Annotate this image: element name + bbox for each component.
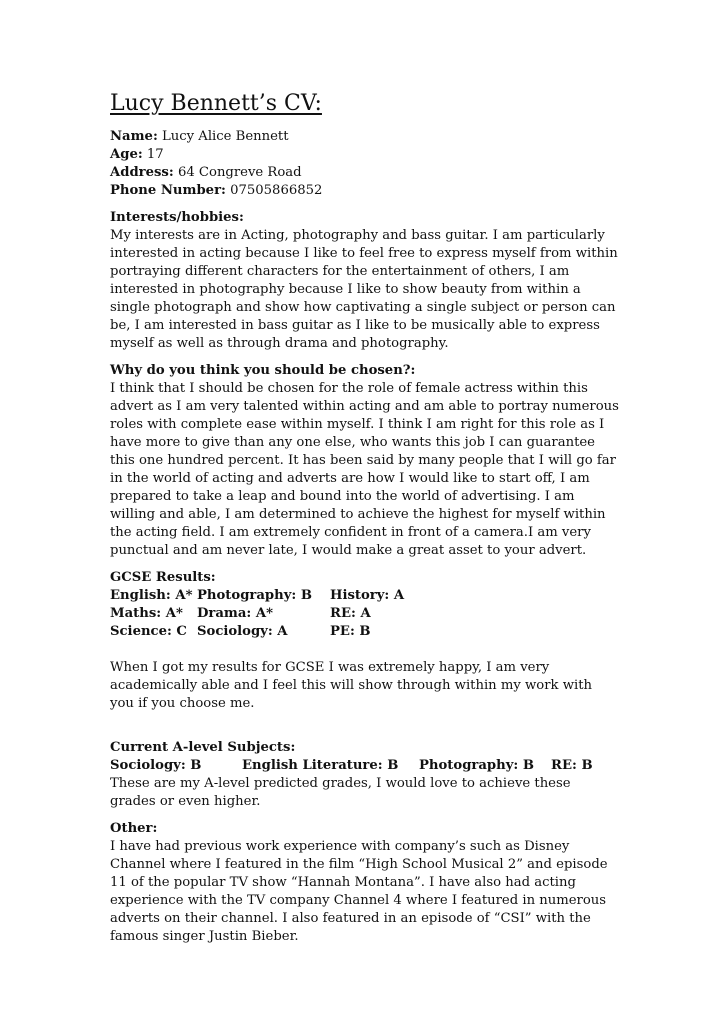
gcse-heading: GCSE Results: xyxy=(110,570,216,585)
interests-section xyxy=(110,209,620,353)
gcse-result: English: A* xyxy=(110,588,193,603)
gcse-result: Science: C xyxy=(110,624,187,639)
gcse-result: Sociology: A xyxy=(197,624,288,639)
why-chosen-text: I think that I should be chosen for the role of female actress within this advert as I am very talented within acting and am able to portray numerous roles with complete ease within myself. I think I am right for this role as I have more to give than any one else, who wants this job I can guarantee this one hundred percent. It has been said by many people that I will go far in the world of acting and adverts are how I would like to start off, I am prepared to take a leap and bound into the world of advertising. I am willing and able, I am determined to achieve the highest for myself within the acting field. I am extremely confident in front of a camera.I am very punctual and am never late, I would make a great asset to your advert. xyxy=(110,381,619,558)
other-text: I have had previous work experience with company’s such as Disney Channel where I featured in the film “High School Musical 2” and episode 11 of the popular TV show “Hannah Montana”. I have also had acting experience with the TV company Channel 4 where I featured in numerous adverts on their channel. I also featured in an episode of “CSI” with the famous singer Justin Bieber. xyxy=(110,839,608,944)
alevel-comment: These are my A-level predicted grades, I would love to achieve these grades or even higher. xyxy=(110,776,571,809)
age-value: 17 xyxy=(146,147,164,162)
personal-details xyxy=(110,128,620,200)
age-label: Age: xyxy=(110,147,143,162)
interests-heading: Interests/hobbies: xyxy=(110,210,244,225)
document-title: Lucy Bennett’s CV: xyxy=(110,91,322,116)
gcse-result: Maths: A* xyxy=(110,606,183,621)
gcse-result: RE: A xyxy=(330,606,371,621)
gcse-comment: When I got my results for GCSE I was extremely happy, I am very academically able and I feel this will show through within my work with you if you choose me. xyxy=(110,660,593,711)
other-section xyxy=(110,820,620,946)
alevel-subject: RE: B xyxy=(551,758,593,773)
phone-label: Phone Number: xyxy=(110,183,226,198)
alevel-heading: Current A-level Subjects: xyxy=(110,740,296,755)
name-label: Name: xyxy=(110,129,158,144)
why-chosen-section xyxy=(110,362,620,560)
other-heading: Other: xyxy=(110,821,158,836)
name-line xyxy=(110,128,620,146)
address-line xyxy=(110,164,620,182)
why-chosen-heading: Why do you think you should be chosen?: xyxy=(110,363,416,378)
alevel-subjects-row xyxy=(110,757,620,775)
gcse-result: Drama: A* xyxy=(197,606,274,621)
gcse-section xyxy=(110,569,620,713)
alevel-subject: Photography: B xyxy=(419,758,534,773)
age-line xyxy=(110,146,620,164)
cv-document xyxy=(110,90,620,946)
interests-text: My interests are in Acting, photography and bass guitar. I am particularly interested in acting because I like to feel free to express myself from within portraying different characters for the entertainment of others, I am interested in photography because I like to show beauty from within a single photograph and show how captivating a single subject or person can be, I am interested in bass guitar as I like to be musically able to express myself as well as through drama and photography. xyxy=(110,228,618,351)
name-value: Lucy Alice Bennett xyxy=(162,129,289,144)
phone-value: 07505866852 xyxy=(230,183,323,198)
address-label: Address: xyxy=(110,165,174,180)
phone-line xyxy=(110,182,620,200)
gcse-result: Photography: B xyxy=(197,588,312,603)
address-value: 64 Congreve Road xyxy=(177,165,302,180)
gcse-result: PE: B xyxy=(330,624,371,639)
alevel-subject: English Literature: B xyxy=(242,758,399,773)
alevel-subject: Sociology: B xyxy=(110,758,202,773)
gcse-results-grid xyxy=(110,587,620,641)
alevel-section xyxy=(110,739,620,811)
gcse-result: History: A xyxy=(330,588,405,603)
